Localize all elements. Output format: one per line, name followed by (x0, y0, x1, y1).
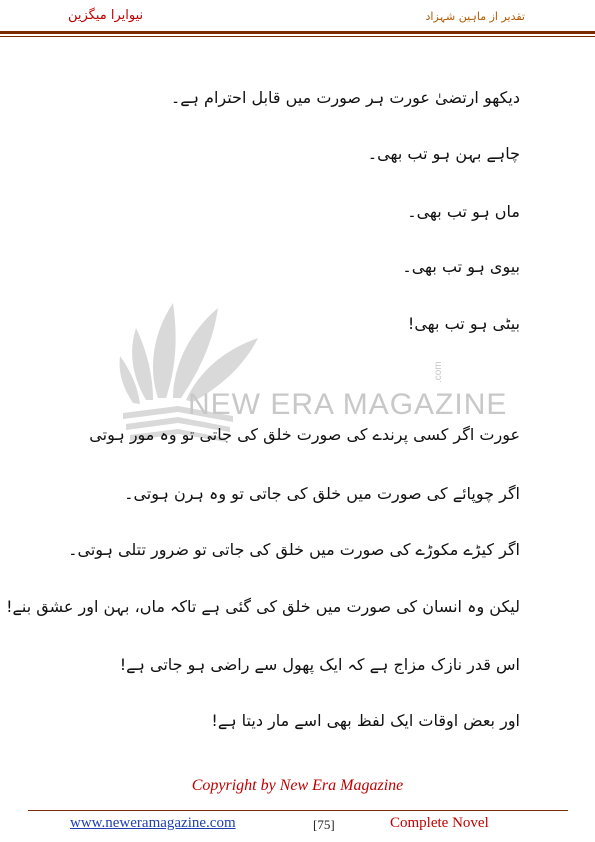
copyright-notice: Copyright by New Era Magazine (191, 777, 404, 794)
page-number: [75] (313, 817, 335, 832)
page-header (0, 0, 595, 40)
body-line: اگر کیڑے مکوڑے کی صورت میں خلق کی جاتی تو ضرور تتلی ہوتی۔ (68, 540, 520, 559)
footer-rule (28, 810, 568, 811)
body-line: اس قدر نازک مزاج ہے کہ ایک پھول سے راضی ہو جاتی ہے! (119, 655, 520, 674)
body-line: اگر چوپائے کی صورت میں خلق کی جاتی تو وہ ہرن ہوتی۔ (124, 484, 520, 503)
header-rule-thick (0, 31, 595, 34)
watermark-book-icon (118, 288, 448, 448)
watermark-com: .com (433, 361, 444, 383)
body-line: اور بعض اوقات ایک لفظ بھی اسے مار دیتا ہے! (211, 711, 520, 730)
author-title: تقدیر از ماہین شہزاد (425, 10, 525, 23)
body-line: چاہے بہن ہو تب بھی۔ (367, 144, 520, 163)
website-link[interactable]: www.neweramagazine.com (70, 815, 236, 831)
header-rule-thin (0, 36, 595, 37)
watermark-text: NEW ERA MAGAZINE (188, 388, 508, 421)
body-line: عورت اگر کسی پرندے کی صورت خلق کی جاتی تو وہ مور ہوتی (89, 425, 520, 444)
magazine-name: نیوایرا میگزین (68, 8, 144, 23)
category-label: Complete Novel (390, 815, 489, 831)
body-line: بیٹی ہو تب بھی! (407, 314, 520, 333)
body-line: بیوی ہو تب بھی۔ (402, 257, 520, 276)
page-footer (0, 815, 595, 835)
body-line: دیکھو ارتضیٰ عورت ہر صورت میں قابل احترام ہے۔ (170, 88, 520, 107)
body-line: لیکن وہ انسان کی صورت میں خلق کی گئی ہے تاکہ ماں، بہن اور عشق بنے! (6, 597, 520, 616)
body-line: ماں ہو تب بھی۔ (407, 202, 520, 221)
